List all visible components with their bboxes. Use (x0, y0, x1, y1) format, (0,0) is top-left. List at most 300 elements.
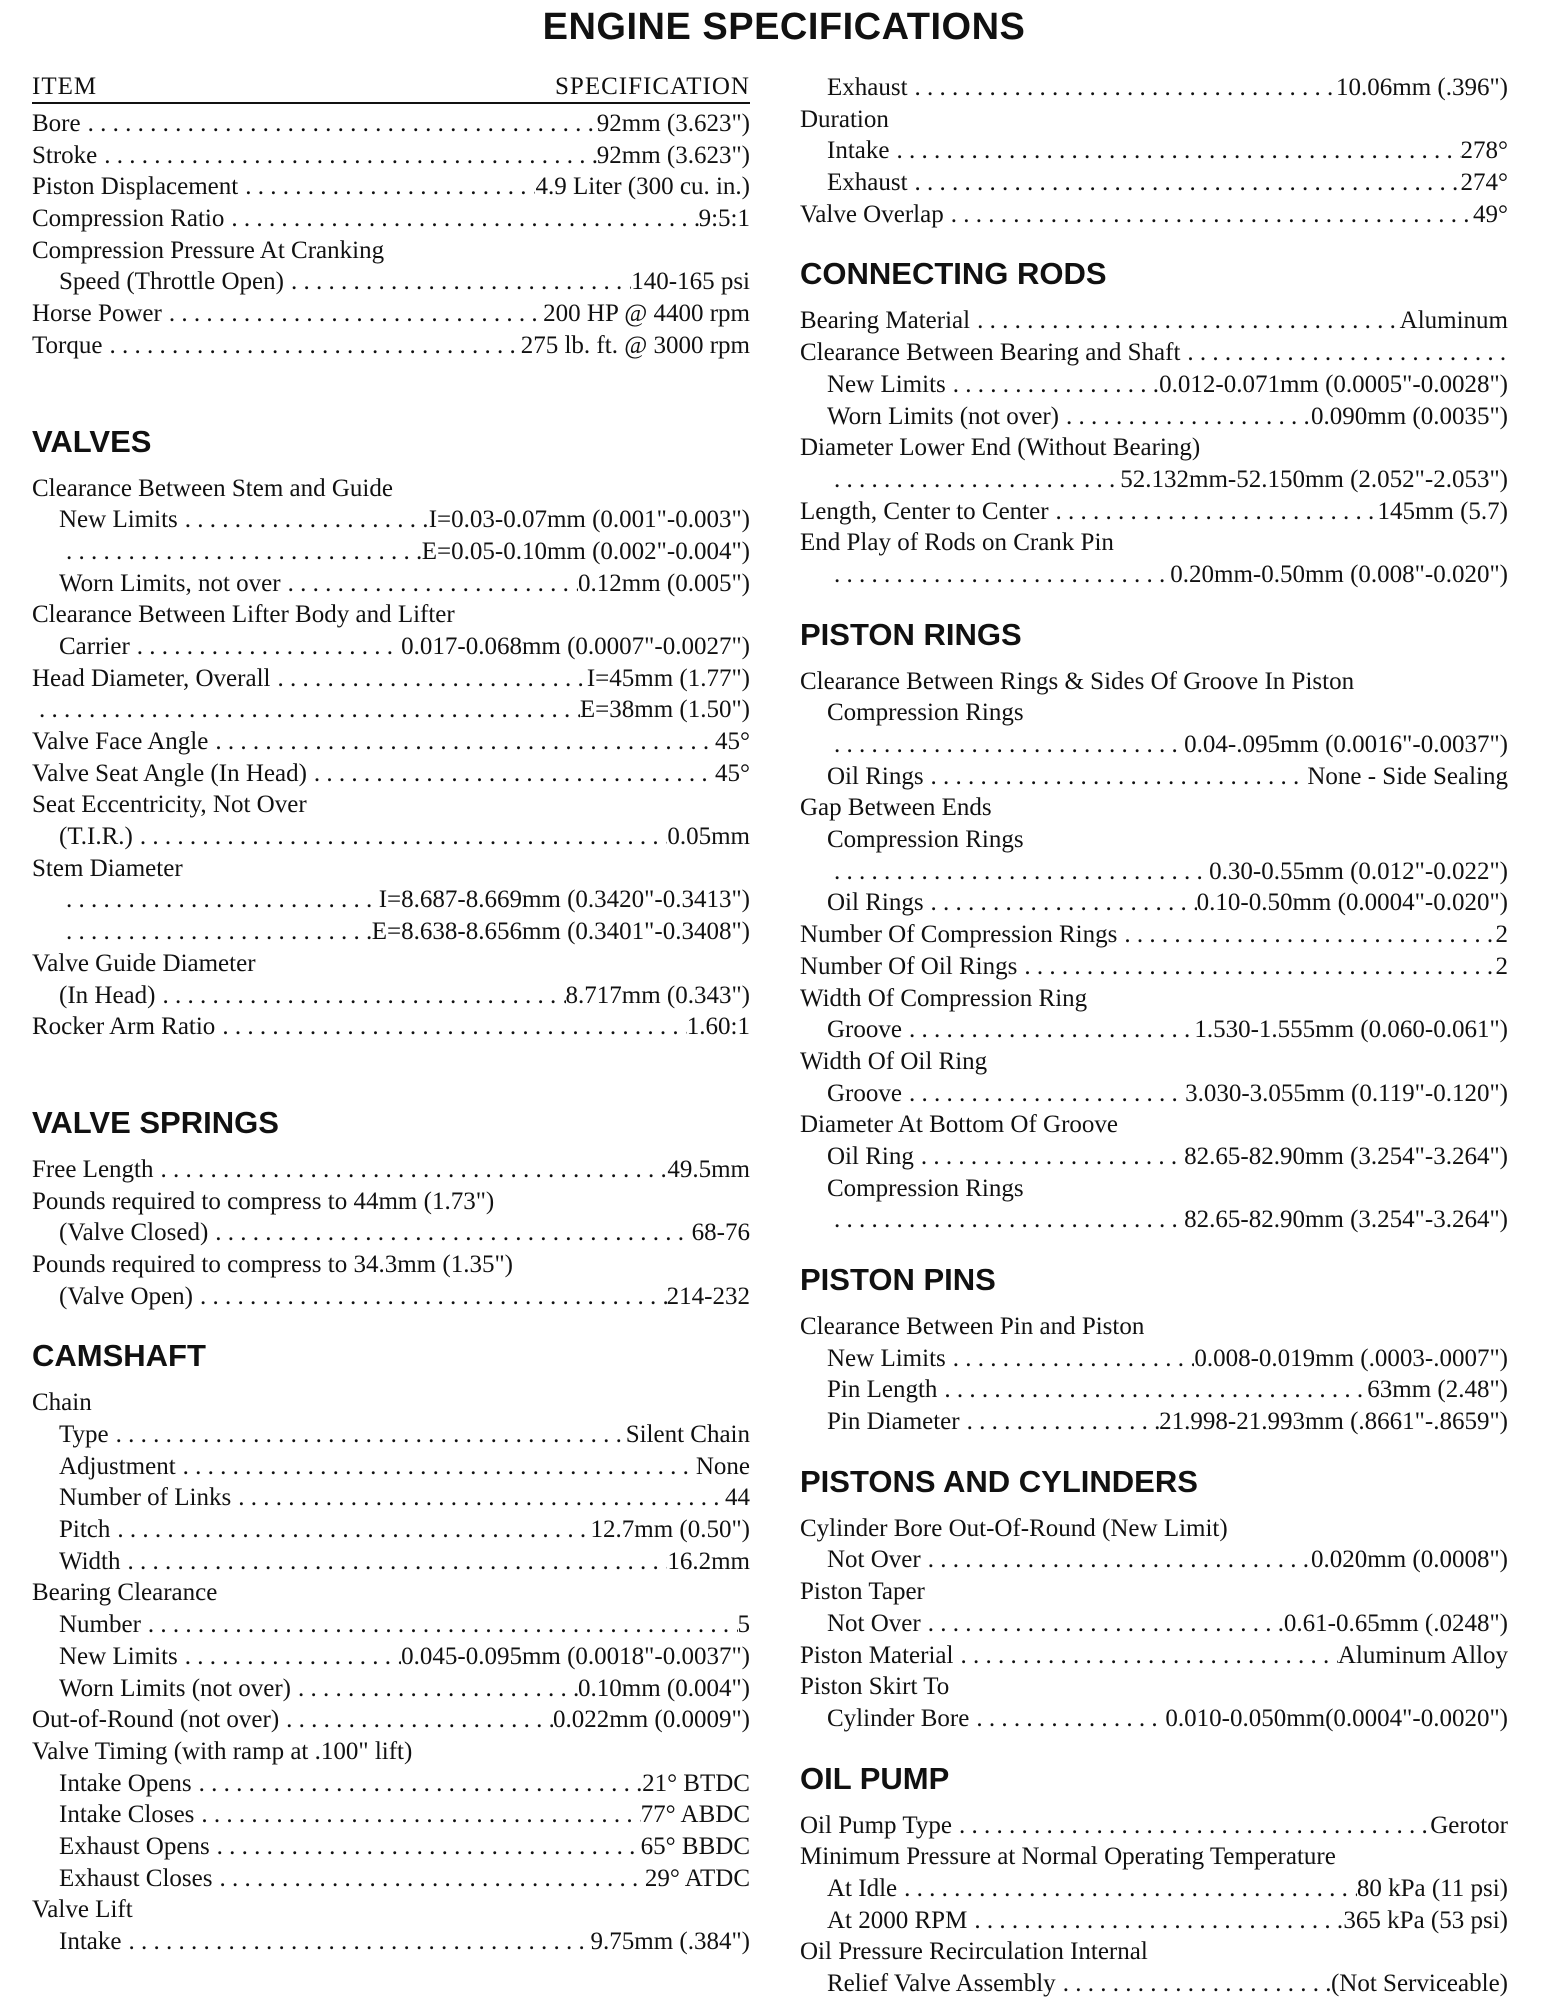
spec-value: E=38mm (1.50") (579, 696, 750, 724)
spec-value: 65° BBDC (640, 1832, 750, 1860)
spec-label: Diameter Lower End (Without Bearing) (800, 434, 1201, 462)
spec-row (800, 1046, 1508, 1078)
spec-value: 0.010-0.050mm(0.0004"-0.0020") (1165, 1704, 1508, 1732)
spec-value: (Not Serviceable) (1330, 1970, 1508, 1997)
dot-leader (102, 330, 520, 362)
spec-row (800, 1703, 1508, 1735)
spec-row (800, 1078, 1508, 1110)
dot-leader (946, 369, 1159, 401)
spec-label: Compression Pressure At Cranking (32, 236, 385, 264)
spec-label: Type (59, 1421, 109, 1448)
spec-label: Bearing Clearance (32, 1579, 218, 1607)
spec-label: Compression Ratio (32, 205, 225, 233)
spec-row (800, 792, 1508, 824)
dot-leader (902, 1014, 1194, 1046)
spec-row (800, 824, 1508, 856)
spec-value: 214-232 (666, 1282, 750, 1310)
section-spacer (32, 362, 750, 416)
spec-value: 0.12mm (0.005") (578, 569, 750, 597)
spec-row (32, 536, 750, 568)
spec-label: Compression Rings (827, 1174, 1024, 1202)
spec-value: 4.9 Liter (300 cu. in.) (535, 173, 750, 201)
spec-value: 80 kPa (11 psi) (1356, 1874, 1508, 1902)
spec-label: Bore (32, 110, 81, 137)
dot-leader (970, 305, 1400, 337)
dot-leader (270, 663, 586, 695)
spec-label: End Play of Rods on Crank Pin (800, 529, 1114, 557)
spec-value: 0.61-0.65mm (.0248") (1283, 1609, 1508, 1637)
dot-leader (897, 1873, 1357, 1905)
dot-leader (178, 1641, 401, 1673)
dot-leader (281, 568, 578, 600)
spec-row (32, 140, 750, 172)
spec-row (800, 496, 1508, 528)
spec-value: 44 (725, 1484, 750, 1512)
spec-row (32, 473, 750, 505)
dot-leader (1117, 919, 1495, 951)
spec-row (32, 916, 750, 948)
spec-value: E=8.638-8.656mm (0.3401"-0.3408") (371, 918, 750, 946)
spec-row (800, 369, 1508, 401)
spec-label: Groove (827, 1079, 902, 1107)
spec-label: Length, Center to Center (800, 497, 1049, 525)
spec-row (800, 167, 1508, 199)
spec-label: Number Of Oil Rings (800, 952, 1018, 980)
spec-row (32, 726, 750, 758)
dot-leader (32, 694, 580, 726)
spec-label: Clearance Between Stem and Guide (32, 474, 393, 502)
section-heading: PISTONS AND CYLINDERS (800, 1463, 1198, 1499)
spec-value: 278° (1460, 137, 1508, 165)
spec-row (800, 337, 1508, 369)
spec-row (800, 951, 1508, 983)
spec-label: Oil Pressure Recirculation Internal (800, 1938, 1148, 1966)
spec-label: Compression Rings (827, 826, 1024, 854)
spec-label: Number (59, 1611, 141, 1639)
spec-row (32, 504, 750, 536)
spec-row (800, 1014, 1508, 1046)
spec-row (32, 1768, 750, 1800)
spec-row (800, 464, 1508, 496)
spec-row (800, 199, 1508, 231)
spec-value: Gerotor (1430, 1811, 1508, 1839)
spec-value: 2 (1495, 921, 1508, 949)
spec-value: 0.022mm (0.0009") (553, 1706, 750, 1734)
spec-row (32, 108, 750, 140)
spec-row (32, 1926, 750, 1958)
spec-row (800, 1406, 1508, 1438)
dot-leader (952, 1810, 1430, 1842)
spec-row (32, 235, 750, 267)
spec-value: 77° ABDC (640, 1801, 750, 1829)
spec-row (800, 1173, 1508, 1205)
spec-row (800, 666, 1508, 698)
dot-leader (284, 266, 631, 298)
spec-row (800, 1608, 1508, 1640)
dot-leader (914, 1141, 1184, 1173)
dot-leader (921, 1544, 1311, 1576)
dot-leader (215, 1011, 686, 1043)
dot-leader (210, 1831, 641, 1863)
spec-row (32, 1281, 750, 1313)
spec-row (800, 104, 1508, 136)
spec-row (800, 1671, 1508, 1703)
spec-row (800, 919, 1508, 951)
spec-value: 365 kPa (53 psi) (1343, 1906, 1508, 1934)
dot-leader (238, 171, 535, 203)
spec-label: Valve Lift (32, 1896, 133, 1924)
spec-value: None - Side Sealing (1307, 762, 1508, 790)
dot-leader (176, 1451, 696, 1483)
spec-value: 49° (1473, 200, 1508, 228)
spec-value: 68-76 (691, 1219, 750, 1247)
spec-value: 45° (715, 759, 750, 787)
spec-label: Valve Guide Diameter (32, 949, 256, 977)
item-header: ITEM (32, 73, 98, 100)
spec-row (800, 856, 1508, 888)
spec-value: 0.020mm (0.0008") (1311, 1546, 1508, 1574)
dot-leader (208, 726, 715, 758)
spec-label: Valve Seat Angle (In Head) (32, 759, 307, 787)
dot-leader (121, 1926, 590, 1958)
dot-leader (1049, 496, 1378, 528)
spec-label: Compression Rings (827, 699, 1024, 727)
spec-label: Stroke (32, 141, 98, 169)
left-sections (32, 108, 750, 1958)
spec-value: 45° (715, 728, 750, 755)
spec-row (800, 432, 1508, 464)
spec-value: 63mm (2.48") (1367, 1376, 1508, 1404)
spec-row (32, 1186, 750, 1218)
dot-leader (291, 1673, 578, 1705)
spec-row (800, 887, 1508, 919)
spec-label: Width Of Compression Ring (800, 984, 1088, 1012)
section-heading: CAMSHAFT (32, 1338, 206, 1374)
spec-row (32, 663, 750, 695)
spec-label: New Limits (59, 506, 178, 534)
dot-leader (133, 821, 668, 853)
spec-value: 21° BTDC (642, 1769, 750, 1797)
dot-leader (827, 729, 1184, 761)
spec-row (32, 298, 750, 330)
dot-leader (827, 856, 1209, 888)
spec-label: Exhaust (827, 74, 908, 101)
dot-leader (946, 1343, 1195, 1375)
spec-row (800, 1544, 1508, 1576)
spec-label: Head Diameter, Overall (32, 664, 271, 692)
spec-label: Valve Timing (with ramp at .100" lift) (32, 1737, 413, 1765)
dot-leader (194, 1799, 640, 1831)
spec-label: Out-of-Round (not over) (32, 1706, 280, 1734)
spec-row (800, 72, 1508, 104)
section-heading: OIL PUMP (800, 1760, 950, 1796)
spec-label: New Limits (59, 1642, 178, 1670)
spec-label: Valve Overlap (800, 200, 944, 228)
spec-value: 21.998-21.993mm (.8661"-.8659") (1159, 1408, 1508, 1436)
dot-leader (924, 887, 1197, 919)
dot-leader (121, 1546, 668, 1578)
spec-label: Horse Power (32, 300, 162, 328)
spec-label: Pin Diameter (827, 1408, 960, 1436)
dot-leader (224, 203, 698, 235)
spec-row (32, 1894, 750, 1926)
spec-label: Intake (59, 1928, 122, 1955)
dot-leader (81, 108, 597, 140)
spec-label: Clearance Between Pin and Piston (800, 1313, 1145, 1340)
spec-label: Pounds required to compress to 34.3mm (1.35") (32, 1250, 513, 1278)
spec-value: 275 lb. ft. @ 3000 rpm (520, 331, 750, 359)
spec-row (32, 1641, 750, 1673)
spec-row (32, 330, 750, 362)
spec-row (32, 1451, 750, 1483)
spec-label: Rocker Arm Ratio (32, 1013, 216, 1041)
spec-label: Clearance Between Rings & Sides Of Groove In Piston (800, 667, 1355, 695)
spec-label: (In Head) (59, 981, 156, 1009)
dot-leader (162, 298, 543, 330)
spec-label: Number of Links (59, 1484, 232, 1512)
dot-leader (1056, 1968, 1331, 2000)
dot-leader (969, 1703, 1165, 1735)
dot-leader (192, 1768, 642, 1800)
dot-leader (967, 1905, 1343, 1937)
spec-value: 1.60:1 (686, 1013, 750, 1041)
spec-value: 0.090mm (0.0035") (1311, 402, 1508, 430)
spec-row (800, 401, 1508, 433)
spec-row (800, 1513, 1508, 1545)
spec-label: Bearing Material (800, 307, 971, 335)
spec-value: 2 (1495, 952, 1508, 980)
spec-value: I=0.03-0.07mm (0.001"-0.003") (428, 506, 750, 534)
spec-label: Speed (Throttle Open) (59, 268, 284, 296)
spec-label: Duration (800, 105, 889, 133)
dot-leader (937, 1374, 1367, 1406)
dot-leader (97, 140, 596, 172)
spec-value: 140-165 psi (631, 268, 750, 296)
spec-row (32, 203, 750, 235)
dot-leader (141, 1609, 738, 1641)
spec-label: Gap Between Ends (800, 794, 992, 822)
dot-leader (902, 1078, 1185, 1110)
dot-leader (59, 536, 422, 568)
section-heading: VALVES (32, 423, 152, 459)
spec-label: Number Of Compression Rings (800, 921, 1118, 949)
spec-label: Intake Opens (59, 1769, 192, 1797)
spec-row (800, 1109, 1508, 1141)
spec-row (32, 1736, 750, 1768)
spec-label: Worn Limits (not over) (827, 402, 1059, 430)
dot-leader (1059, 401, 1311, 433)
dot-leader (193, 1281, 667, 1313)
spec-value: 52.132mm-52.150mm (2.052"-2.053") (1120, 465, 1508, 493)
spec-value: 0.017-0.068mm (0.0007"-0.0027") (401, 632, 750, 660)
spec-label: Pin Length (827, 1376, 938, 1404)
spec-row (32, 171, 750, 203)
section-spacer (32, 1043, 750, 1097)
spec-label: (Valve Open) (59, 1282, 193, 1310)
spec-value: I=8.687-8.669mm (0.3420"-0.3413") (378, 886, 750, 914)
spec-row (32, 853, 750, 885)
spec-value: 92mm (3.623") (596, 141, 750, 169)
spec-row (32, 1704, 750, 1736)
spec-label: Carrier (59, 632, 130, 660)
spec-row (800, 729, 1508, 761)
spec-label: Stem Diameter (32, 854, 183, 882)
spec-value: Silent Chain (625, 1421, 750, 1448)
dot-leader (208, 1217, 691, 1249)
spec-row (800, 1810, 1508, 1842)
spec-value: 274° (1460, 169, 1508, 197)
spec-label: Worn Limits, not over (59, 569, 281, 597)
dot-leader (908, 167, 1461, 199)
spec-label: Pounds required to compress to 44mm (1.73") (32, 1187, 495, 1215)
spec-label: Cylinder Bore Out-Of-Round (New Limit) (800, 1514, 1228, 1542)
spec-label: Groove (827, 1016, 902, 1044)
spec-label: Seat Eccentricity, Not Over (32, 791, 307, 819)
dot-leader (924, 761, 1308, 793)
spec-row (800, 1640, 1508, 1672)
dot-leader (953, 1640, 1337, 1672)
spec-value: 0.04-.095mm (0.0016"-0.0037") (1184, 731, 1508, 758)
spec-value: 0.20mm-0.50mm (0.008"-0.020") (1170, 560, 1508, 588)
spec-label: At Idle (827, 1874, 898, 1902)
spec-label: Torque (32, 331, 103, 359)
spec-value: 1.530-1.555mm (0.060-0.061") (1194, 1016, 1508, 1044)
spec-row (32, 884, 750, 916)
spec-label: Minimum Pressure at Normal Operating Temperature (800, 1843, 1336, 1871)
spec-value: 29° ATDC (644, 1864, 750, 1892)
spec-value: 0.045-0.095mm (0.0018"-0.0037") (401, 1642, 750, 1670)
spec-row (32, 1609, 750, 1641)
spec-label: Exhaust Opens (59, 1832, 210, 1860)
spec-row (32, 266, 750, 298)
right-sections (800, 72, 1508, 2000)
spec-row (32, 1831, 750, 1863)
dot-leader (827, 559, 1170, 591)
spec-label: Chain (32, 1389, 92, 1417)
spec-label: Not Over (827, 1609, 921, 1637)
spec-label: New Limits (827, 1344, 946, 1372)
spec-value: E=0.05-0.10mm (0.002"-0.004") (421, 537, 750, 565)
dot-leader (212, 1863, 644, 1895)
spec-row (32, 1799, 750, 1831)
spec-row (32, 1419, 750, 1451)
spec-label: Free Length (32, 1155, 154, 1183)
dot-leader (944, 199, 1473, 231)
spec-label: Clearance Between Lifter Body and Lifter (32, 601, 455, 629)
spec-label: Piston Material (800, 1641, 954, 1669)
dot-leader (231, 1482, 725, 1514)
spec-value: 0.012-0.071mm (0.0005"-0.0028") (1159, 370, 1508, 398)
spec-row (32, 599, 750, 631)
spec-row (32, 1673, 750, 1705)
specification-header: SPECIFICATION (555, 73, 750, 100)
spec-row (32, 568, 750, 600)
spec-row (800, 527, 1508, 559)
spec-row (32, 821, 750, 853)
spec-row (800, 983, 1508, 1015)
spec-value: 82.65-82.90mm (3.254"-3.264") (1184, 1142, 1508, 1170)
dot-leader (827, 464, 1120, 496)
dot-leader (279, 1704, 553, 1736)
dot-leader (1017, 951, 1495, 983)
spec-label: Piston Skirt To (800, 1673, 950, 1701)
spec-row (800, 559, 1508, 591)
spec-label: Intake Closes (59, 1801, 195, 1829)
spec-label: Piston Displacement (32, 173, 239, 201)
dot-leader (155, 980, 565, 1012)
spec-row (800, 1311, 1508, 1343)
spec-row (32, 1514, 750, 1546)
spec-row (800, 1841, 1508, 1873)
spec-row (32, 1249, 750, 1281)
spec-value: 49.5mm (667, 1155, 750, 1183)
spec-value: 16.2mm (667, 1547, 750, 1575)
spec-label: Exhaust (827, 169, 908, 197)
spec-value: 0.10mm (0.004") (578, 1674, 750, 1702)
dot-leader (178, 504, 429, 536)
spec-label: Oil Ring (827, 1142, 914, 1170)
dot-leader (827, 1204, 1184, 1236)
dot-leader (921, 1608, 1284, 1640)
spec-label: Intake (827, 137, 890, 165)
spec-label: Valve Face Angle (32, 728, 209, 755)
spec-value: 10.06mm (.396") (1336, 74, 1508, 101)
column-header (32, 72, 750, 104)
dot-leader (109, 1419, 626, 1451)
spec-value: I=45mm (1.77") (586, 664, 750, 692)
dot-leader (130, 631, 401, 663)
dot-leader (110, 1514, 590, 1546)
section-heading: PISTON RINGS (800, 616, 1022, 652)
spec-label: Clearance Between Bearing and Shaft (800, 339, 1181, 367)
spec-row (800, 697, 1508, 729)
spec-row (800, 761, 1508, 793)
spec-value: None (695, 1452, 750, 1480)
spec-row (32, 694, 750, 726)
spec-row (32, 631, 750, 663)
dot-leader (307, 758, 715, 790)
right-column (800, 72, 1508, 2000)
spec-row (32, 948, 750, 980)
spec-label: Exhaust Closes (59, 1864, 213, 1892)
spec-label: Width Of Oil Ring (800, 1047, 988, 1075)
spec-row (800, 305, 1508, 337)
spec-row (800, 135, 1508, 167)
dot-leader (153, 1154, 667, 1186)
spec-row (800, 1968, 1508, 2000)
spec-label: Oil Rings (827, 762, 924, 790)
spec-label: Pitch (59, 1516, 111, 1544)
spec-value: 5 (737, 1611, 750, 1639)
spec-row (32, 1482, 750, 1514)
spec-label: Piston Taper (800, 1578, 925, 1606)
dot-leader (59, 884, 379, 916)
spec-label: Width (59, 1547, 121, 1575)
spec-value: 12.7mm (0.50") (590, 1516, 750, 1544)
section-heading: CONNECTING RODS (800, 256, 1107, 292)
spec-value: 0.05mm (667, 823, 750, 851)
spec-label: Oil Rings (827, 889, 924, 917)
spec-label: (T.I.R.) (59, 823, 133, 851)
spec-value: 3.030-3.055mm (0.119"-0.120") (1185, 1079, 1508, 1107)
spec-row (800, 1873, 1508, 1905)
page-title: ENGINE SPECIFICATIONS (542, 6, 1026, 48)
spec-label: (Valve Closed) (59, 1219, 209, 1247)
section-heading: VALVE SPRINGS (32, 1104, 279, 1140)
spec-value: 92mm (3.623") (596, 110, 750, 137)
spec-label: Worn Limits (not over) (59, 1674, 291, 1702)
spec-row (800, 1204, 1508, 1236)
